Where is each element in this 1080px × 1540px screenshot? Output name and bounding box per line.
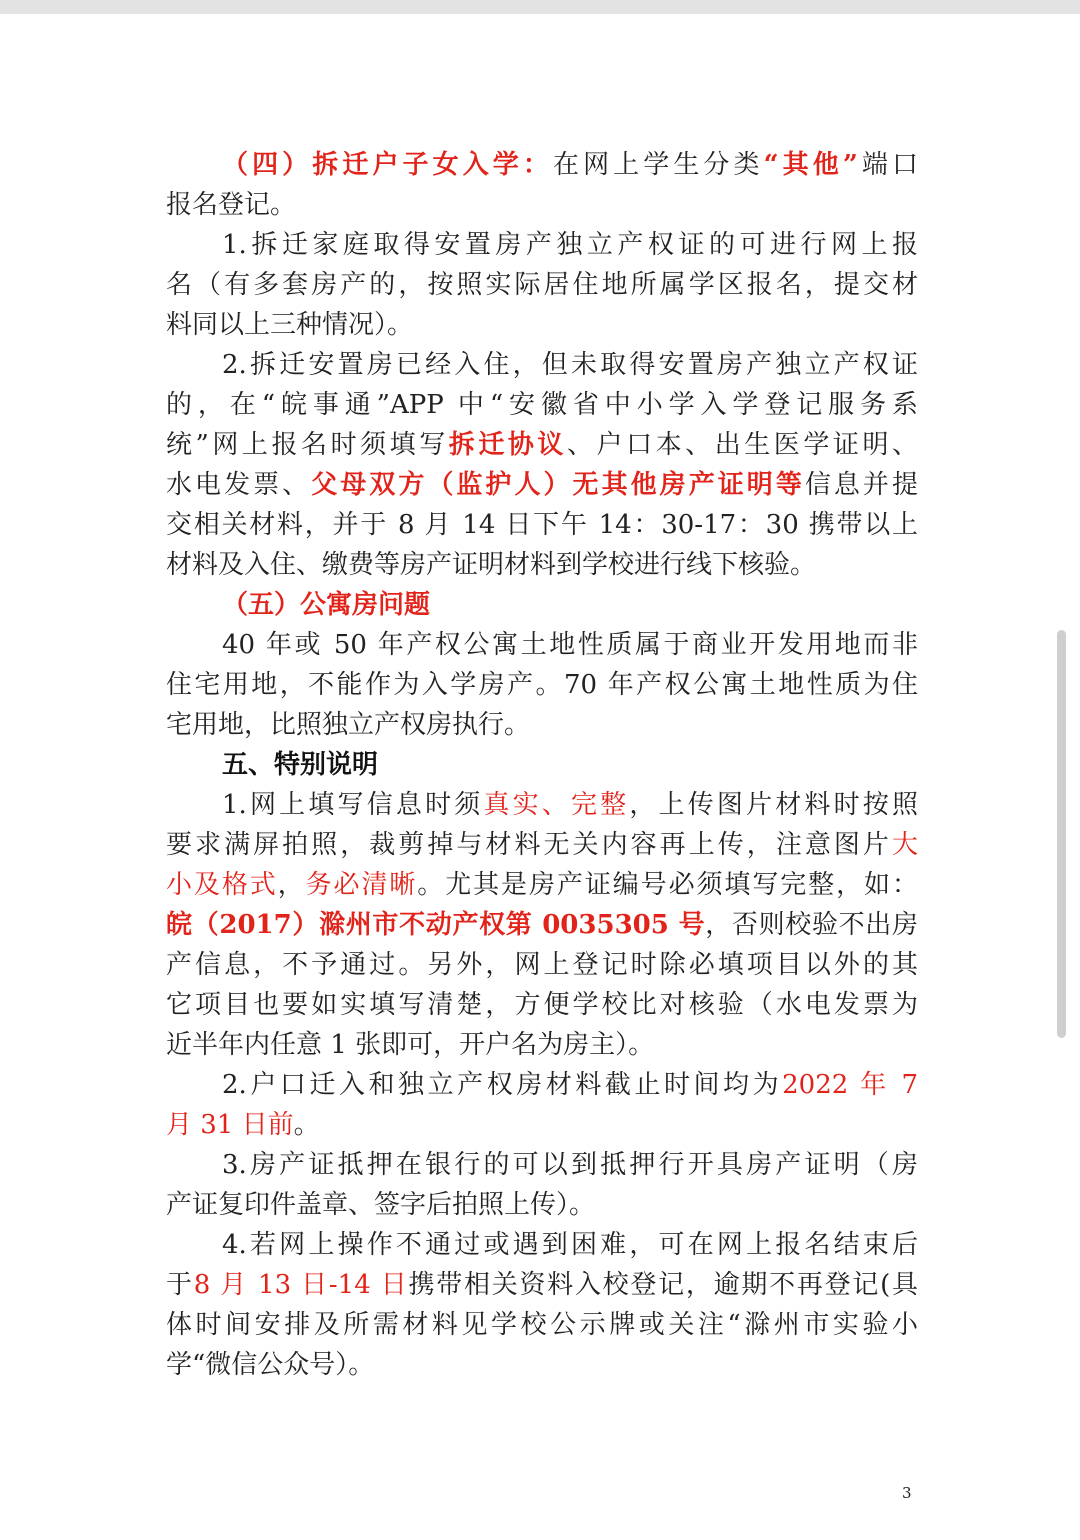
note1-line-3: 小及格式，务必清晰。尤其是房产证编号必须填写完整，如： bbox=[166, 870, 918, 900]
section5-heading-line bbox=[166, 745, 918, 785]
para5-line-3: 宅用地，比照独立产权房执行。 bbox=[166, 710, 531, 740]
para4-item1-line-2: 名（有多套房产的，按照实际居住地所属学区报名，提交材 bbox=[166, 270, 918, 300]
note1-line-7: 近半年内任意 1 张即可，开户名为房主）。 bbox=[166, 1030, 655, 1060]
para4-heading: （四）拆迁户子女入学： bbox=[222, 150, 553, 180]
para4-item2-line-3: 统”网上报名时须填写拆迁协议、户口本、出生医学证明、 bbox=[166, 430, 918, 460]
para5-line-2: 住宅用地，不能作为入学房产。70 年产权公寓土地性质为住 bbox=[166, 670, 918, 700]
para5-heading: （五）公寓房问题 bbox=[222, 590, 431, 620]
note3-line-1: 3.房产证抵押在银行的可以到抵押行开具房产证明（房 bbox=[222, 1150, 918, 1180]
para4-item2-line-4: 水电发票、父母双方（监护人）无其他房产证明等信息并提 bbox=[166, 470, 918, 500]
note1-line-6: 它项目也要如实填写清楚，方便学校比对核验（水电发票为 bbox=[166, 990, 918, 1020]
para5-heading-line bbox=[166, 585, 918, 625]
note1-line-2: 要求满屏拍照，裁剪掉与材料无关内容再上传，注意图片大 bbox=[166, 830, 918, 860]
para4-item2-line-1: 2.拆迁安置房已经入住，但未取得安置房产独立产权证 bbox=[222, 350, 918, 380]
note2-line-2: 月 31 日前。 bbox=[166, 1110, 320, 1140]
para4-item1-line-3: 料同以上三种情况）。 bbox=[166, 310, 414, 340]
note1-line-4: 皖（2017）滁州市不动产权第 0035305 号，否则校验不出房 bbox=[166, 910, 918, 940]
para4-item2-line-6: 材料及入住、缴费等房产证明材料到学校进行线下核验。 bbox=[166, 550, 817, 580]
highlight-must-clear: 务必清晰 bbox=[305, 870, 418, 900]
para4-item2-line-5: 交相关材料，并于 8 月 14 日下午 14：30-17：30 携带以上 bbox=[166, 510, 918, 540]
note3-line-2: 产证复印件盖章、签字后拍照上传）。 bbox=[166, 1190, 596, 1220]
document-page bbox=[166, 145, 918, 1385]
note4-line-1: 4.若网上操作不通过或遇到困难，可在网上报名结束后 bbox=[222, 1230, 918, 1260]
highlight-size-format: 小及格式 bbox=[166, 870, 278, 900]
category-other: “其他” bbox=[763, 150, 858, 180]
para4-line-2: 报名登记。 bbox=[166, 190, 297, 220]
page-number: 3 bbox=[902, 1484, 912, 1502]
note1-line-5: 产信息，不予通过。另外，网上登记时除必填项目以外的其 bbox=[166, 950, 918, 980]
para4-item1-line-1: 1.拆迁家庭取得安置房产独立产权证的可进行网上报 bbox=[222, 230, 918, 260]
note4-line-3: 体时间安排及所需材料见学校公示牌或关注“滁州市实验小 bbox=[166, 1310, 918, 1340]
highlight-true-complete: 真实、完整 bbox=[483, 790, 630, 820]
highlight-certificate-number: 皖（2017）滁州市不动产权第 0035305 号 bbox=[166, 910, 706, 940]
highlight-deadline-a: 2022 年 7 bbox=[782, 1070, 918, 1100]
note1-line-1: 1.网上填写信息时须真实、完整，上传图片材料时按照 bbox=[222, 790, 918, 820]
note4-line-4: 学“微信公众号）。 bbox=[166, 1350, 375, 1380]
section5-heading: 五、特别说明 bbox=[222, 750, 379, 780]
highlight-offline-dates: 8 月 13 日-14 日 bbox=[193, 1270, 409, 1300]
scrollbar-thumb[interactable] bbox=[1057, 630, 1066, 1038]
para5-line-1: 40 年或 50 年产权公寓土地性质属于商业开发用地而非 bbox=[222, 630, 918, 660]
note4-line-2: 于8 月 13 日-14 日携带相关资料入校登记，逾期不再登记(具 bbox=[166, 1270, 918, 1300]
highlight-demolition-agreement: 拆迁协议 bbox=[448, 430, 567, 460]
note2-line-1: 2.户口迁入和独立产权房材料截止时间均为2022 年 7 bbox=[222, 1070, 918, 1100]
highlight-no-other-property: 父母双方（监护人）无其他房产证明等 bbox=[311, 470, 805, 500]
para4-item2-line-2: 的，在“皖事通”APP 中“安徽省中小学入学登记服务系 bbox=[166, 390, 918, 420]
para4-line-1: （四）拆迁户子女入学：在网上学生分类“其他”端口 bbox=[222, 150, 918, 180]
viewer-top-bar bbox=[0, 0, 1080, 14]
highlight-deadline-b: 月 31 日前 bbox=[166, 1110, 294, 1140]
